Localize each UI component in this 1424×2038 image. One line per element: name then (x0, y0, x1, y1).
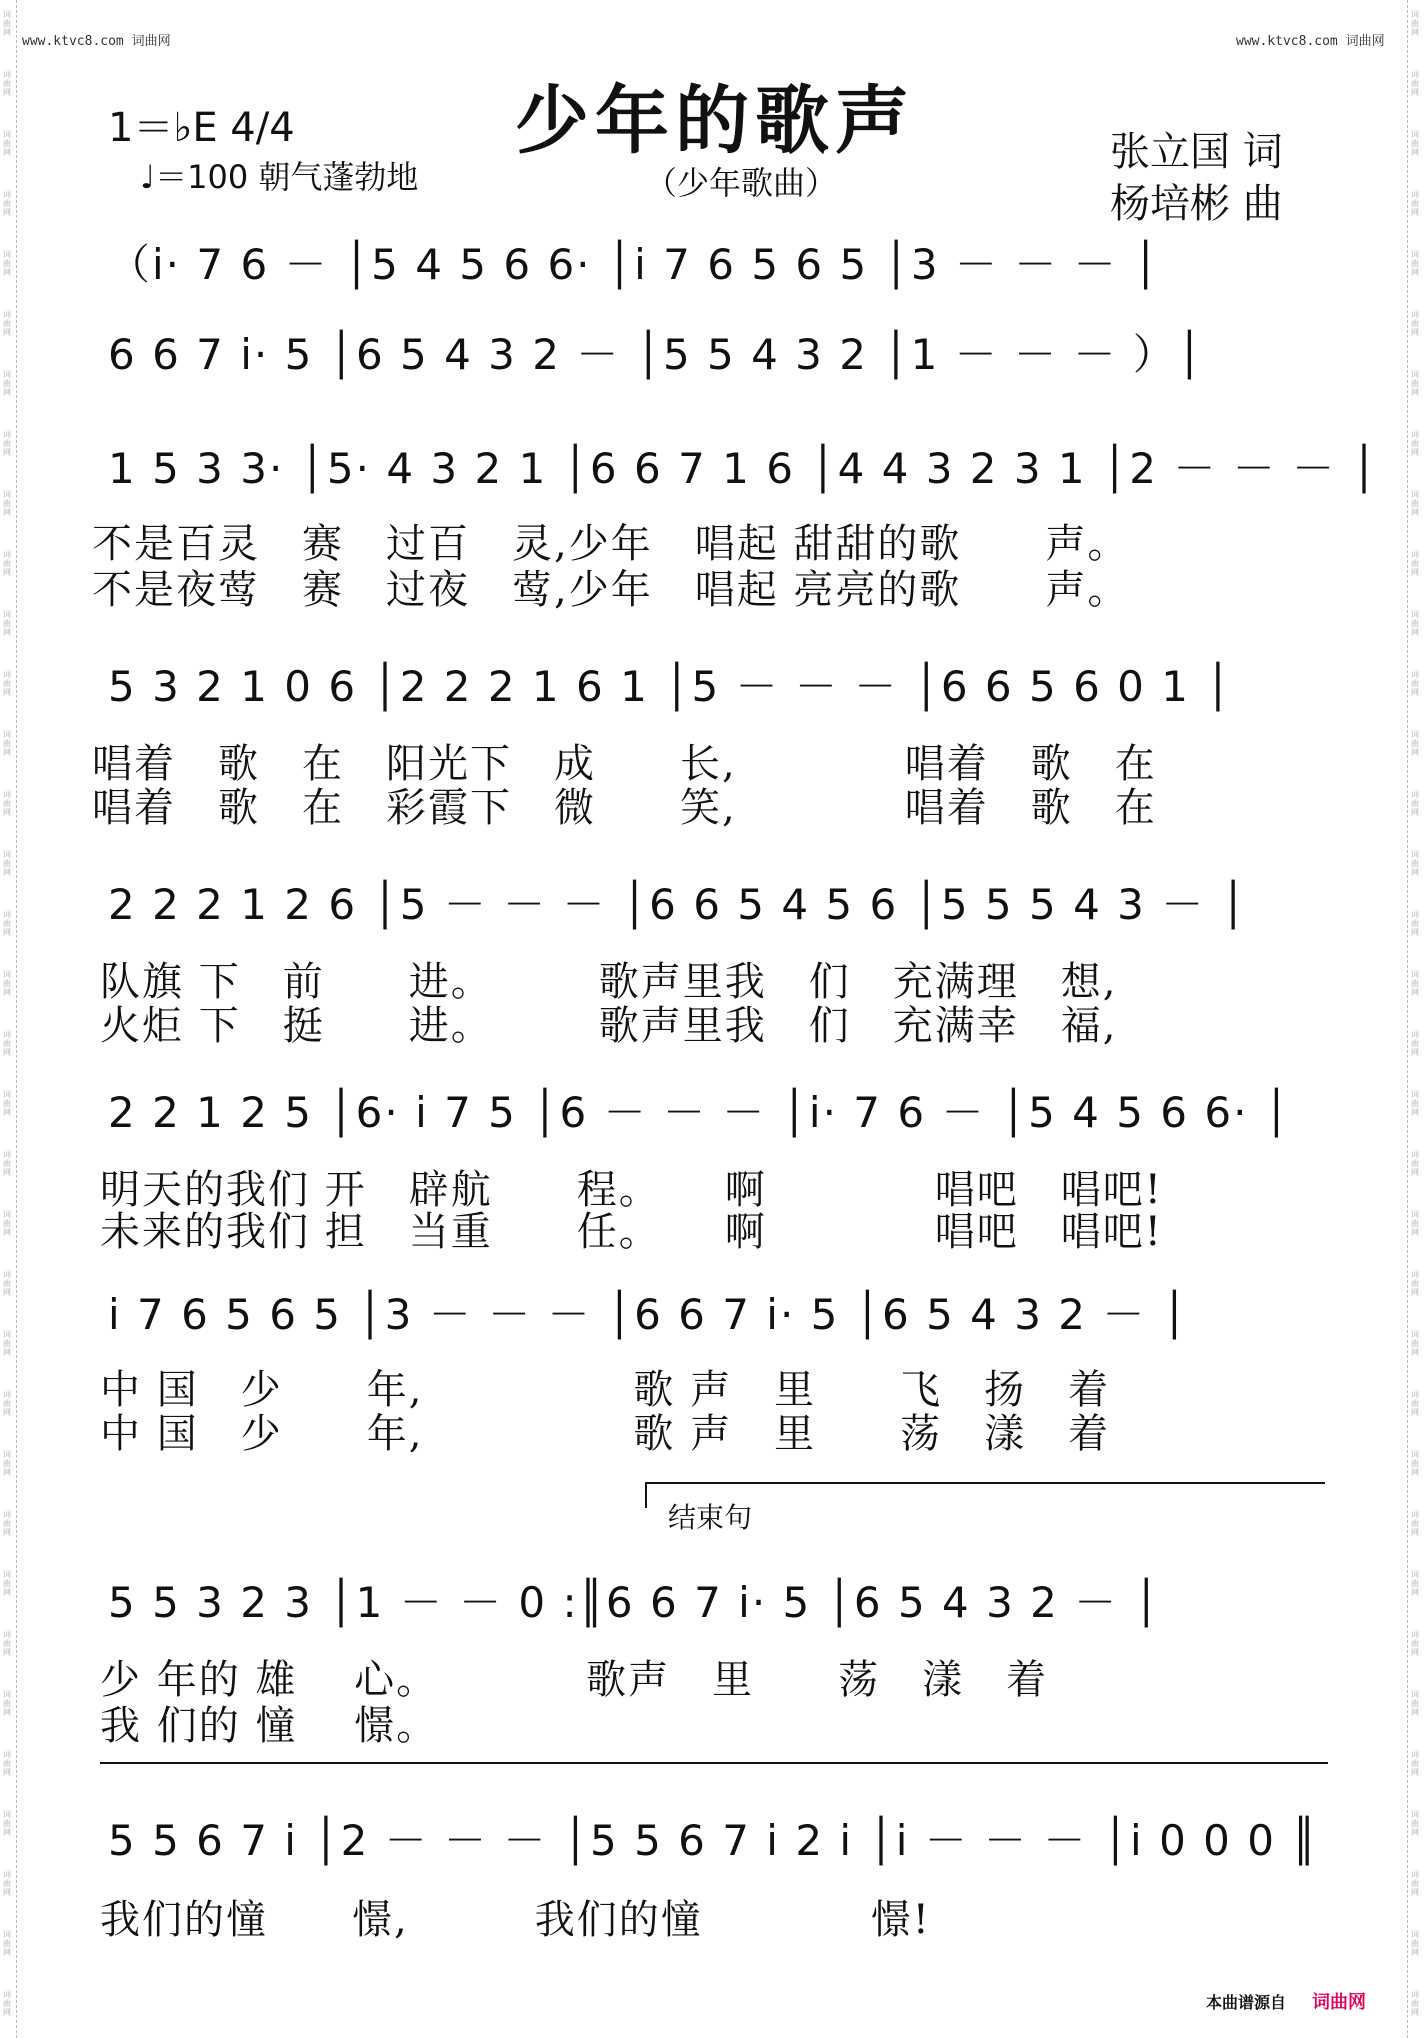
side-watermark-text: 词曲网 (1411, 250, 1419, 277)
side-watermark-text: 词曲网 (3, 10, 11, 37)
side-watermark-text: 词曲网 (1411, 430, 1419, 457)
side-watermark-text: 词曲网 (1411, 130, 1419, 157)
side-watermark-text: 词曲网 (1411, 970, 1419, 997)
side-watermark-text: 词曲网 (3, 490, 11, 517)
side-watermark-text: 词曲网 (1411, 1870, 1419, 1897)
side-watermark-text: 词曲网 (3, 1930, 11, 1957)
side-watermark-text: 词曲网 (3, 1090, 11, 1117)
lyric-verse-2: 我 们的 憧 憬。 (100, 1703, 439, 1749)
lyric-verse-1: 队旗 下 前 进。 歌声里我 们 充满理 想, (100, 959, 1118, 1005)
side-watermark-text: 词曲网 (1411, 1690, 1419, 1717)
side-watermark-text: 词曲网 (1411, 1630, 1419, 1657)
side-watermark-text: 词曲网 (3, 790, 11, 817)
notation-line: 2 2 1 2 5 │6· i 7 5 │6 － － － │i· 7 6 － │5 4 5 6 6· │ (108, 1088, 1292, 1137)
side-watermark-text: 词曲网 (3, 850, 11, 877)
side-watermark-text: 词曲网 (3, 1030, 11, 1057)
notation-line: 2 2 2 1 2 6 │5 － － － │6 6 5 4 5 6 │5 5 5 4 3 － │ (108, 880, 1248, 929)
lyric-verse-1: 明天的我们 开 辟航 程。 啊 唱吧 唱吧! (100, 1167, 1163, 1213)
side-watermark-text: 词曲网 (3, 610, 11, 637)
side-watermark-text: 词曲网 (3, 1630, 11, 1657)
side-watermark-text: 词曲网 (3, 550, 11, 577)
side-watermark-text: 词曲网 (3, 670, 11, 697)
side-watermark-text: 词曲网 (1411, 670, 1419, 697)
side-watermark-text: 词曲网 (3, 1150, 11, 1177)
side-watermark-text: 词曲网 (3, 190, 11, 217)
footer-logo: 词曲网 (1312, 1992, 1366, 2013)
lyric-verse-1: 我们的憧 憬, 我们的憧 憬! (100, 1897, 931, 1943)
side-watermark-text: 词曲网 (3, 1810, 11, 1837)
lyric-verse-2: 火炬 下 挺 进。 歌声里我 们 充满幸 福, (100, 1003, 1118, 1049)
right-margin-strip (1407, 0, 1424, 2038)
lyric-verse-1: 不是百灵 赛 过百 灵,少年 唱起 甜甜的歌 声。 (92, 521, 1130, 567)
side-watermark-text: 词曲网 (3, 1510, 11, 1537)
notation-line: 5 5 6 7 i │2 － － － │5 5 6 7 i 2 i │i － － － │i 0 0 0 ║ (108, 1816, 1319, 1865)
notation-line: 5 3 2 1 0 6 │2 2 2 1 6 1 │5 － － － │6 6 5 6 0 1 │ (108, 662, 1233, 711)
side-watermark-text: 词曲网 (1411, 370, 1419, 397)
lyric-verse-2: 不是夜莺 赛 过夜 莺,少年 唱起 亮亮的歌 声。 (92, 567, 1130, 613)
side-watermark-text: 词曲网 (3, 70, 11, 97)
lyric-verse-2: 未来的我们 担 当重 任。 啊 唱吧 唱吧! (100, 1209, 1163, 1255)
side-watermark-text: 词曲网 (1411, 610, 1419, 637)
side-watermark-text: 词曲网 (1411, 10, 1419, 37)
side-watermark-text: 词曲网 (3, 1330, 11, 1357)
ending-label: 结束句 (668, 1501, 753, 1534)
tempo-marking: ♩＝100 朝气蓬勃地 (140, 158, 419, 196)
side-watermark-text: 词曲网 (3, 1870, 11, 1897)
song-title: 少年的歌声 (515, 78, 915, 164)
side-watermark-text: 词曲网 (3, 730, 11, 757)
side-watermark-text: 词曲网 (1411, 1510, 1419, 1537)
side-watermark-text: 词曲网 (1411, 790, 1419, 817)
side-watermark-text: 词曲网 (3, 1450, 11, 1477)
lyric-verse-1: 中 国 少 年, 歌 声 里 飞 扬 着 (100, 1367, 1111, 1413)
notation-line: 1 5 3 3· │5· 4 3 2 1 │6 6 7 1 6 │4 4 3 2 3 1 │2 － － － │ (108, 444, 1379, 493)
left-margin-strip (0, 0, 17, 2038)
side-watermark-text: 词曲网 (1411, 910, 1419, 937)
side-watermark-text: 词曲网 (1411, 1090, 1419, 1117)
side-watermark-text: 词曲网 (1411, 310, 1419, 337)
side-watermark-text: 词曲网 (1411, 730, 1419, 757)
watermark-right: www.ktvc8.com 词曲网 (1236, 34, 1385, 49)
watermark-left: www.ktvc8.com 词曲网 (22, 34, 171, 49)
side-watermark-text: 词曲网 (1411, 190, 1419, 217)
notation-line: （i· 7 6 － │5 4 5 6 6· │i 7 6 5 6 5 │3 － － － │ (108, 240, 1161, 289)
side-watermark-text: 词曲网 (1411, 850, 1419, 877)
side-watermark-text: 词曲网 (1411, 1930, 1419, 1957)
side-watermark-text: 词曲网 (1411, 1990, 1419, 2017)
side-watermark-text: 词曲网 (3, 1210, 11, 1237)
side-watermark-text: 词曲网 (3, 130, 11, 157)
side-watermark-text: 词曲网 (1411, 1810, 1419, 1837)
side-watermark-text: 词曲网 (3, 910, 11, 937)
side-watermark-text: 词曲网 (1411, 1030, 1419, 1057)
side-watermark-text: 词曲网 (1411, 1210, 1419, 1237)
side-watermark-text: 词曲网 (1411, 1270, 1419, 1297)
side-watermark-text: 词曲网 (3, 1750, 11, 1777)
notation-line: 6 6 7 i· 5 │6 5 4 3 2 － │5 5 4 3 2 │1 － － － ）│ (108, 330, 1205, 379)
lyric-verse-1: 少 年的 雄 心。 歌声 里 荡 漾 着 (100, 1657, 1049, 1703)
side-watermark-text: 词曲网 (3, 370, 11, 397)
side-watermark-text: 词曲网 (3, 1570, 11, 1597)
side-watermark-text: 词曲网 (1411, 1390, 1419, 1417)
lyricist-credit: 张立国 词 (1110, 129, 1283, 175)
side-watermark-text: 词曲网 (1411, 550, 1419, 577)
coda-separator (100, 1762, 1328, 1764)
side-watermark-text: 词曲网 (3, 970, 11, 997)
side-watermark-text: 词曲网 (1411, 70, 1419, 97)
side-watermark-text: 词曲网 (3, 430, 11, 457)
notation-line: i 7 6 5 6 5 │3 － － － │6 6 7 i· 5 │6 5 4 3 2 － │ (108, 1290, 1190, 1339)
footer-source-text: 本曲谱源自 (1205, 1993, 1286, 2012)
side-watermark-text: 词曲网 (3, 310, 11, 337)
composer-credit: 杨培彬 曲 (1110, 181, 1283, 227)
side-watermark-text: 词曲网 (3, 1690, 11, 1717)
side-watermark-text: 词曲网 (3, 1990, 11, 2017)
lyric-verse-2: 中 国 少 年, 歌 声 里 荡 漾 着 (100, 1411, 1111, 1457)
side-watermark-text: 词曲网 (1411, 1570, 1419, 1597)
side-watermark-text: 词曲网 (1411, 490, 1419, 517)
side-watermark-text: 词曲网 (1411, 1330, 1419, 1357)
side-watermark-text: 词曲网 (1411, 1450, 1419, 1477)
lyric-verse-2: 唱着 歌 在 彩霞下 微 笑, 唱着 歌 在 (92, 785, 1157, 831)
side-watermark-text: 词曲网 (3, 1270, 11, 1297)
side-watermark-text: 词曲网 (3, 1390, 11, 1417)
key-signature: 1＝♭E 4/4 (108, 105, 295, 151)
notation-line: 5 5 3 2 3 │1 － － 0 :║6 6 7 i· 5 │6 5 4 3 2 － │ (108, 1578, 1161, 1627)
side-watermark-text: 词曲网 (1411, 1750, 1419, 1777)
lyric-verse-1: 唱着 歌 在 阳光下 成 长, 唱着 歌 在 (92, 741, 1157, 787)
song-subtitle: （少年歌曲） (645, 164, 838, 202)
side-watermark-text: 词曲网 (1411, 1150, 1419, 1177)
side-watermark-text: 词曲网 (3, 250, 11, 277)
